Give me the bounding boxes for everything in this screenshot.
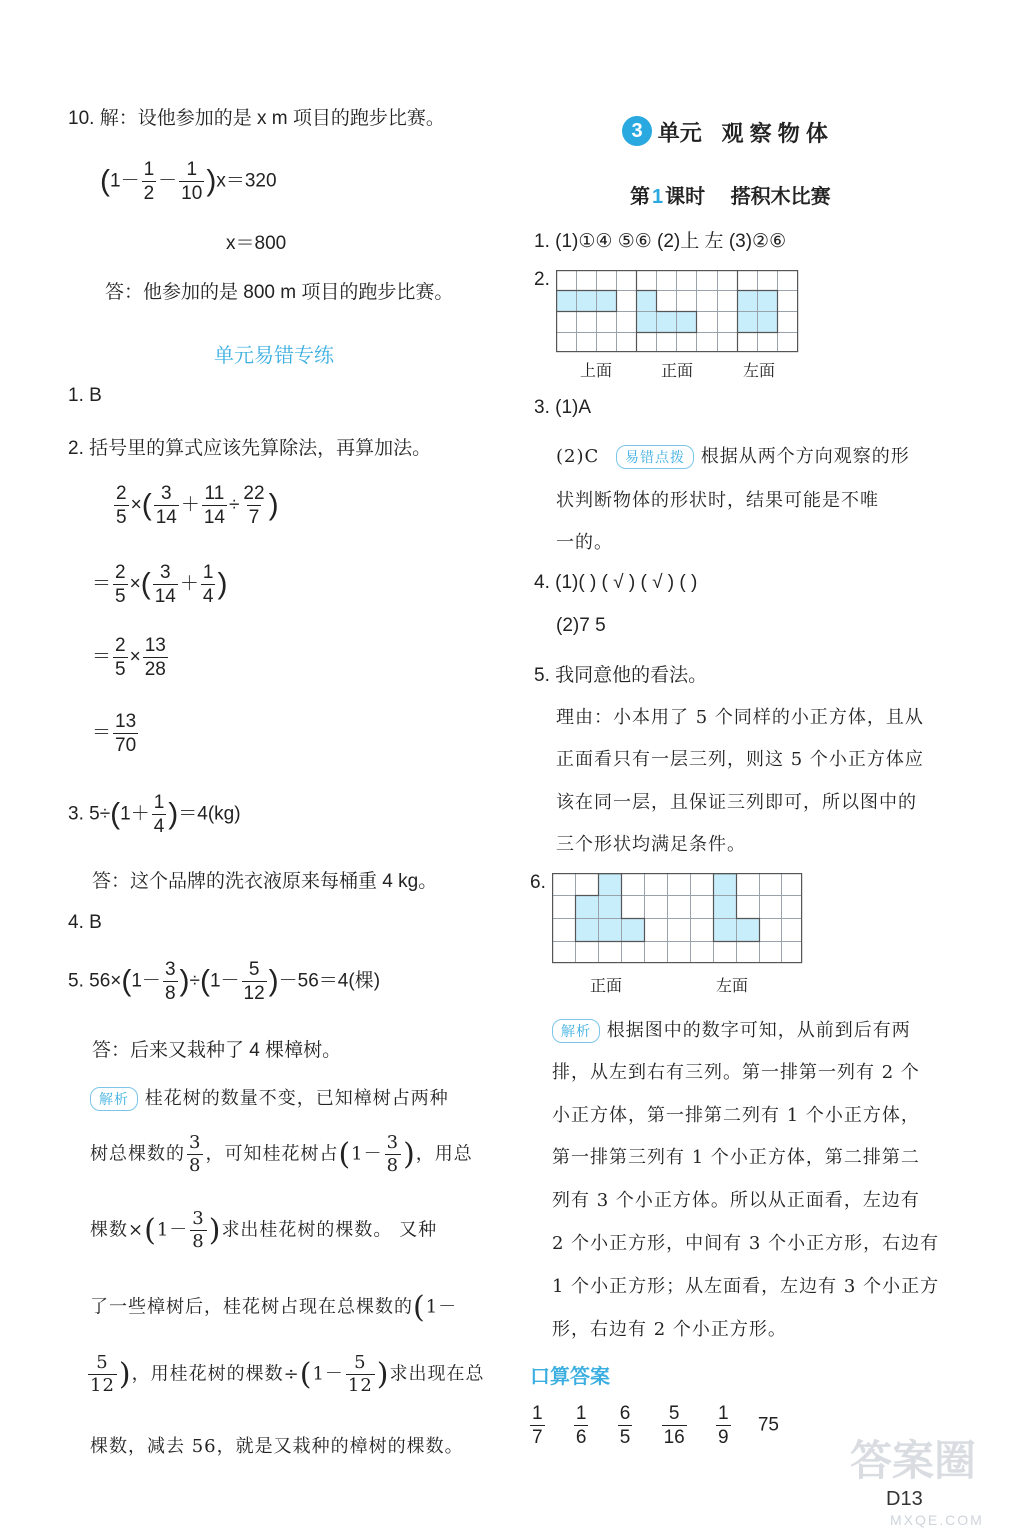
unit-number-badge: 3 <box>622 116 652 146</box>
right-analysis-line-8: 形，右边有 2 个小正方形。 <box>552 1319 787 1340</box>
q2-expression-3: ＝ $\frac{2}{5}$ × $\frac{13}{28}$ <box>92 635 166 680</box>
right-q3-2: (2)C 易错点拨 根据从两个方向观察的形 <box>556 446 910 467</box>
unit-title: 观 察 物 体 <box>721 120 828 146</box>
right-analysis-line-4: 第一排第三列有 1 个小正方体，第二排第二 <box>552 1147 920 1168</box>
right-analysis-line-2: 排，从左到右有三列。第一排第一列有 2 个 <box>552 1062 920 1083</box>
oral-answer-2: $\frac{1}{6}$ <box>575 1403 587 1448</box>
oral-answer-6: 75 <box>757 1414 779 1436</box>
mistake-tip-tag: 易错点拨 <box>616 445 694 469</box>
right-analysis-line-5: 列有 3 个小正方体。所以从正面看，左边有 <box>552 1190 920 1211</box>
right-q3-text-2: 状判断物体的形状时，结果可能是不唯 <box>556 490 879 511</box>
q2-expression-4: ＝ $\frac{13}{70}$ <box>92 711 137 756</box>
right-q5-1: 5. 我同意他的看法。 <box>534 665 708 686</box>
left-analysis-line-2: 树总棵数的 $\frac{3}{8}$ ，可知桂花树占(1－ $\frac{3}{8}$ )，用总 <box>90 1132 473 1176</box>
left-q4: 4. B <box>68 912 102 933</box>
left-q3-answer: 答：这个品牌的洗衣液原来每桶重 4 kg。 <box>92 871 438 892</box>
right-q1: 1. (1)①④ ⑤⑥ (2)上 左 (3)②⑥ <box>534 231 787 252</box>
right-q3-1: 3. (1)A <box>534 397 592 418</box>
right-q5-3: 正面看只有一层三列，则这 5 个小正方体应 <box>556 749 924 770</box>
q2-expression-2: ＝ $\frac{2}{5}$ ×( $\frac{3}{14}$ ＋ $\frac{1}{4}$ ) <box>92 562 228 607</box>
q2-expression-1: $\frac{2}{5}$ ×( $\frac{3}{14}$ ＋ $\frac{11}{14}$ ÷ $\frac{22}{7}$ ) <box>116 483 279 528</box>
left-q5-answer: 答：后来又栽种了 4 棵樟树。 <box>92 1040 342 1061</box>
right-q4-1: 4. (1)( ) ( √ ) ( √ ) ( ) <box>534 572 698 593</box>
q10-equation-2: x＝800 <box>226 233 287 254</box>
oral-answers-row <box>528 1404 779 1447</box>
right-q3-text-3: 一的。 <box>556 532 613 553</box>
right-analysis-tag: 解析 <box>552 1019 600 1043</box>
lesson-title: 搭积木比赛 <box>730 186 831 208</box>
watermark-logo: 答案圈 <box>850 1437 977 1484</box>
q10-answer: 答：他参加的是 800 m 项目的跑步比赛。 <box>105 282 454 303</box>
page-number: D13 <box>886 1488 923 1510</box>
right-q5-4: 该在同一层，且保证三列即可，所以图中的 <box>556 792 917 813</box>
oral-answer-5: $\frac{1}{9}$ <box>718 1403 729 1448</box>
left-q3-equation: 3. 5÷(1＋ $\frac{1}{4}$ )＝4(kg) <box>68 792 241 837</box>
right-q6-label: 6. <box>530 872 546 893</box>
left-analysis-line-3: 棵数×(1－ $\frac{3}{8}$ )求出桂花树的棵数。 又种 <box>90 1208 438 1252</box>
watermark-url: MXQE.COM <box>890 1512 984 1528</box>
q2-view-label-left: 左面 <box>743 361 776 380</box>
lesson-heading: 第 1 课时 搭积木比赛 <box>630 186 831 208</box>
q2-view-label-top: 上面 <box>580 361 613 380</box>
oral-answers-title: 口算答案 <box>530 1366 610 1388</box>
analysis-tag: 解析 <box>90 1087 138 1111</box>
q6-view-label-front: 正面 <box>590 976 623 995</box>
q2-view-label-front: 正面 <box>661 361 694 380</box>
unit-heading <box>622 116 828 148</box>
right-analysis-line-7: 1 个小正方形；从左面看，左边有 3 个小正方 <box>552 1276 940 1297</box>
left-analysis-line-5: $\frac{5}{12}$ )，用桂花树的棵数÷(1－ $\frac{5}{12}$ )求出现在总 <box>90 1352 485 1396</box>
section-title: 单元易错专练 <box>214 345 334 367</box>
left-analysis-line-4: 了一些樟树后，桂花树占现在总棵数的(1－ <box>90 1290 458 1325</box>
right-analysis-line-3: 小正方体，第一排第二列有 1 个小正方体， <box>552 1105 920 1126</box>
left-q5-equation: 5. 56×(1－ $\frac{3}{8}$ )÷(1－ $\frac{5}{12}$ )－56＝4(棵) <box>68 959 381 1004</box>
unit-label: 单元 <box>657 120 702 146</box>
right-analysis-line-6: 2 个小正方形，中间有 3 个小正方形，右边有 <box>552 1233 940 1254</box>
q6-view-label-left: 左面 <box>716 976 749 995</box>
right-q2-label: 2. <box>534 269 550 290</box>
left-q1: 1. B <box>68 385 102 406</box>
oral-answer-3: $\frac{6}{5}$ <box>619 1403 631 1448</box>
lesson-number: 1 <box>652 186 664 208</box>
q10-line1: 10. 解：设他参加的是 x m 项目的跑步比赛。 <box>68 108 445 129</box>
left-analysis-line-6: 棵数，减去 56，就是又栽种的樟树的棵数。 <box>90 1436 464 1457</box>
q10-equation-1: (1－ $\frac{1}{2}$ － $\frac{1}{10}$ )x＝320 <box>100 159 277 204</box>
q2-grid-figure <box>556 270 800 354</box>
q10-eq1-rhs: x＝320 <box>216 170 277 192</box>
right-q5-2: 理由：小本用了 5 个同样的小正方体，且从 <box>556 707 924 728</box>
right-q5-5: 三个形状均满足条件。 <box>556 834 746 855</box>
oral-answer-1: $\frac{1}{7}$ <box>532 1403 543 1448</box>
left-analysis-line-1: 解析 桂花树的数量不变，已知樟树占两种 <box>90 1084 449 1111</box>
q6-grid-figure <box>552 873 804 965</box>
left-q2: 2. 括号里的算式应该先算除法，再算加法。 <box>68 438 432 459</box>
right-analysis-line-1: 解析 根据图中的数字可知，从前到后有两 <box>552 1016 911 1043</box>
right-q4-2: (2)7 5 <box>556 615 606 636</box>
oral-answer-4: $\frac{5}{16}$ <box>663 1403 685 1448</box>
